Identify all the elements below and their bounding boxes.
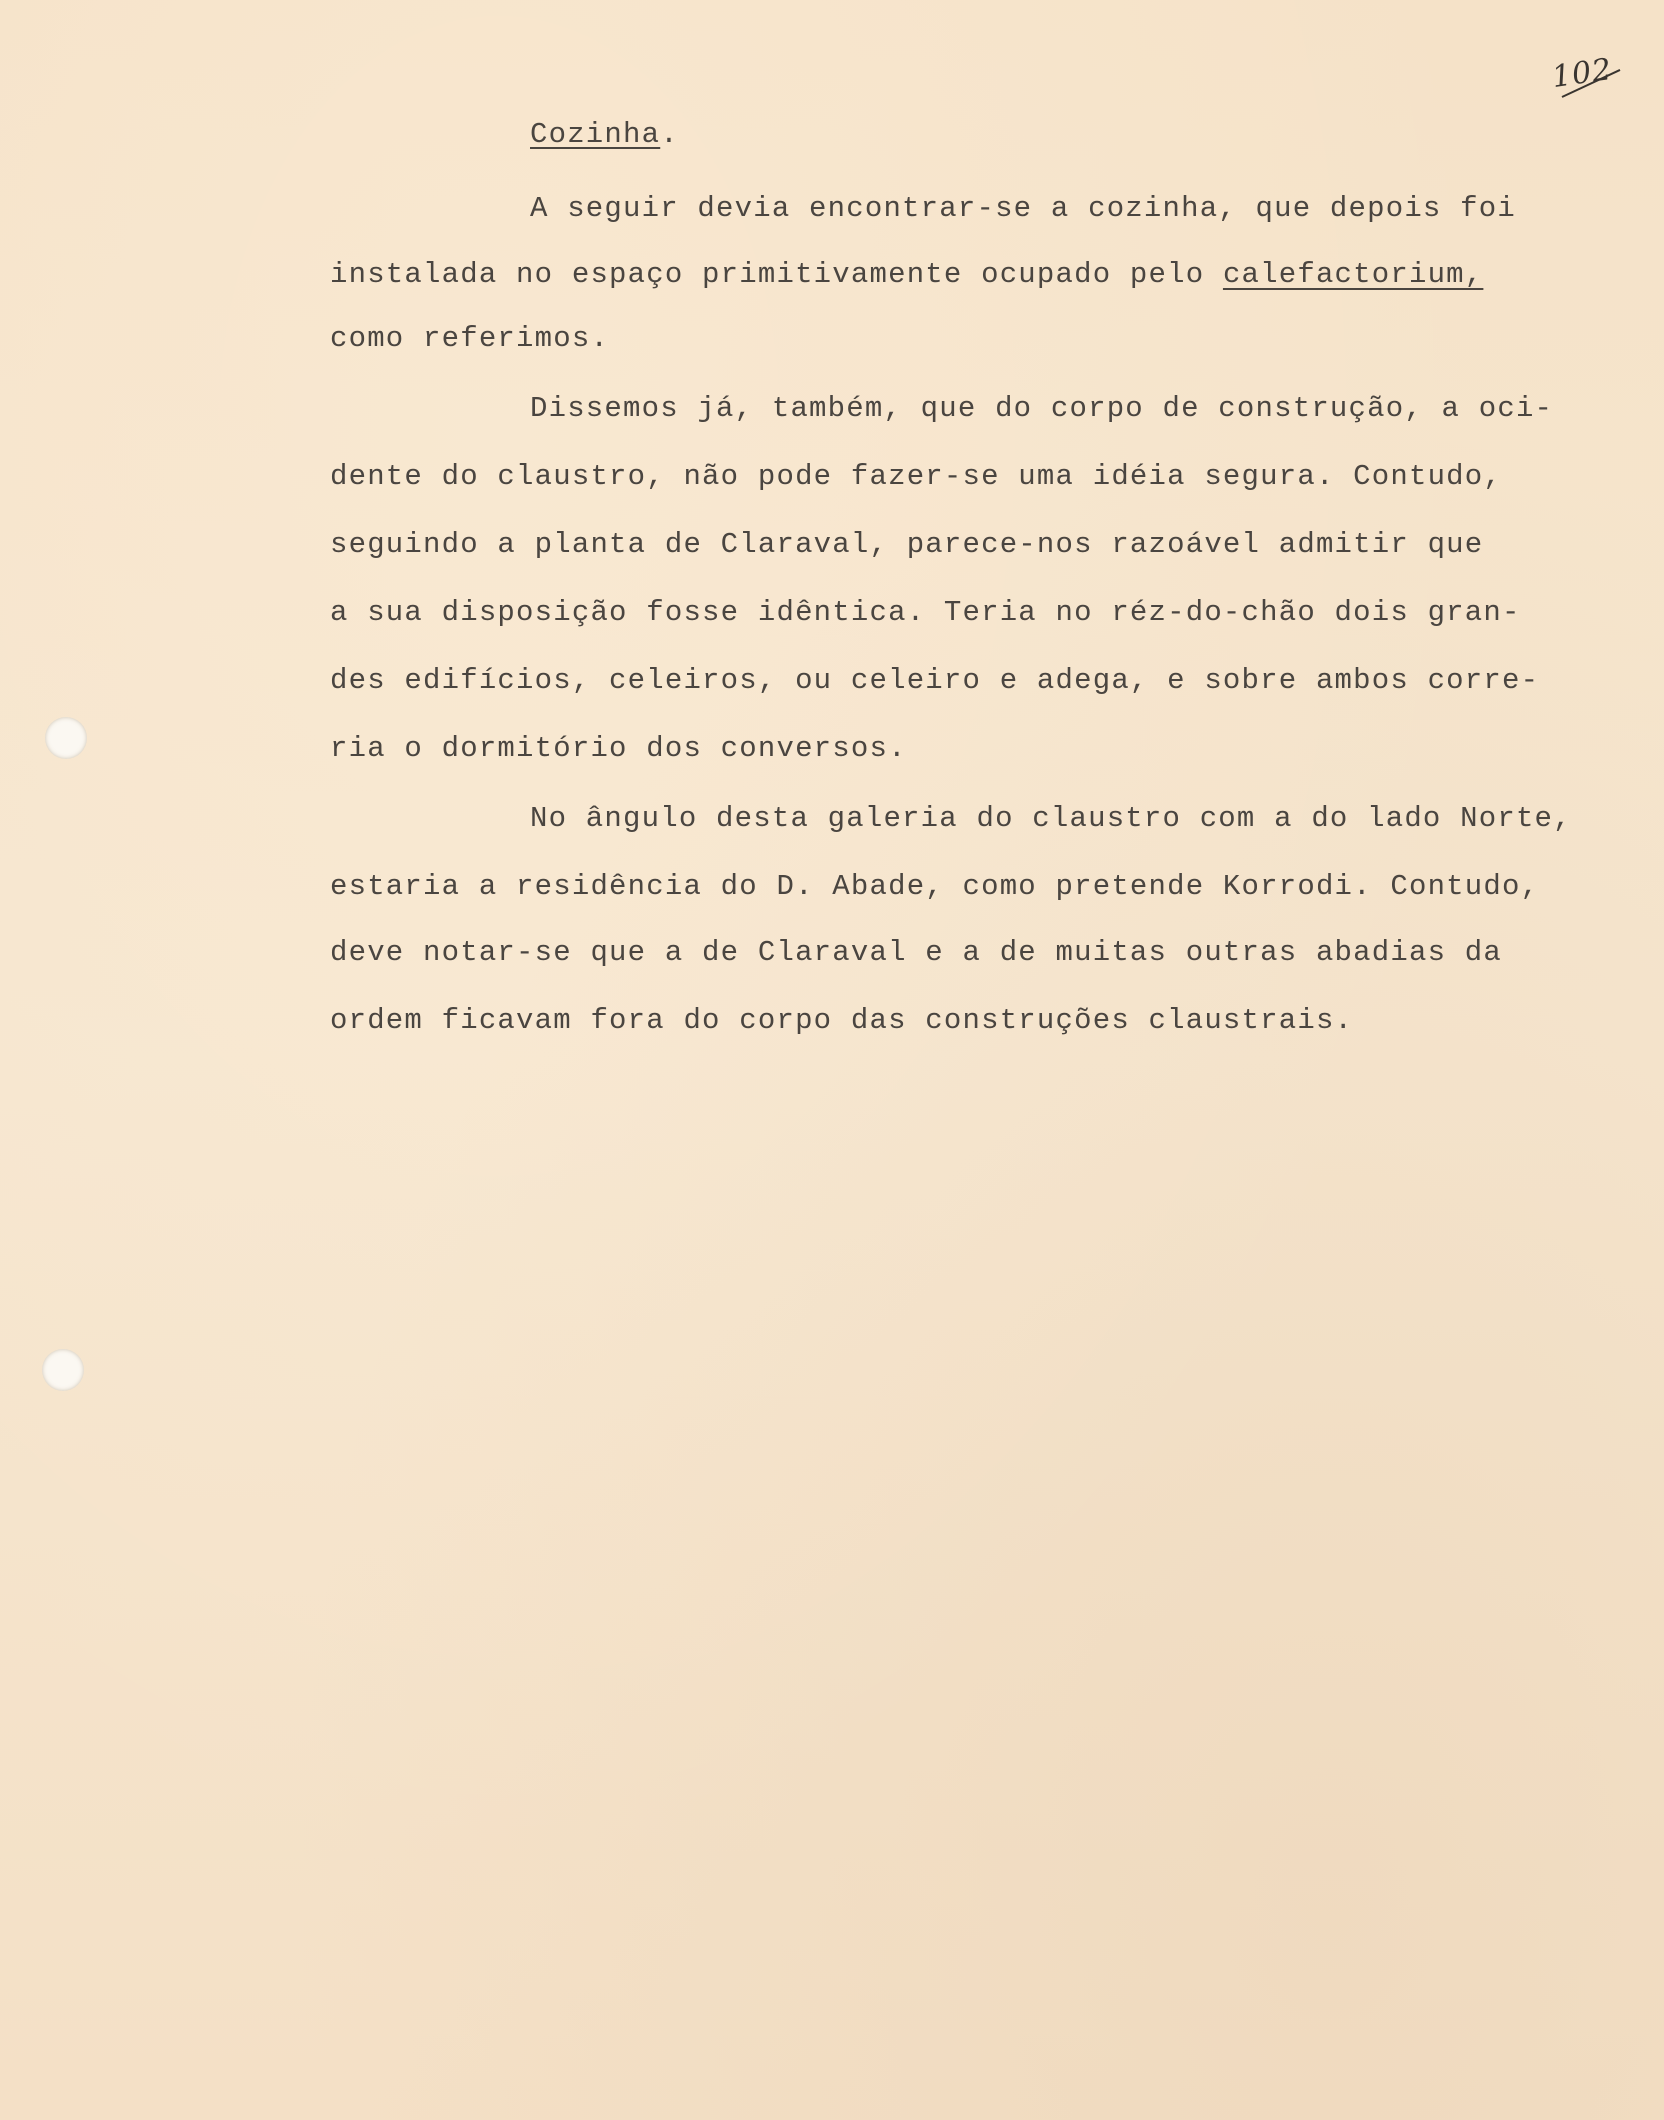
paragraph-3-line-4: ordem ficavam fora do corpo das construções claustrais. [330,1004,1354,1037]
section-heading [530,118,679,151]
heading-title: Cozinha [530,118,661,151]
paragraph-3-line-3: deve notar-se que a de Claraval e a de muitas outras abadias da [330,936,1502,969]
paragraph-2-line-5: des edifícios, celeiros, ou celeiro e adega, e sobre ambos corre- [330,664,1540,697]
punch-hole-top [45,717,87,759]
paragraph-1-line-2-text: instalada no espaço primitivamente ocupado pelo [330,258,1223,291]
paragraph-2-line-4: a sua disposição fosse idêntica. Teria no réz-do-chão dois gran- [330,596,1521,629]
paragraph-1-line-1: A seguir devia encontrar-se a cozinha, que depois foi [530,192,1516,225]
heading-period: . [660,118,679,151]
paragraph-2-line-3: seguindo a planta de Claraval, parece-nos razoável admitir que [330,528,1484,561]
calefactorium-term: calefactorium, [1222,258,1484,291]
paragraph-2-line-2: dente do claustro, não pode fazer-se uma idéia segura. Contudo, [330,460,1502,493]
punch-hole-bottom [42,1349,84,1391]
paragraph-3-line-2: estaria a residência do D. Abade, como pretende Korrodi. Contudo, [330,870,1540,903]
paragraph-2-line-1: Dissemos já, também, que do corpo de construção, a oci- [530,392,1554,425]
paragraph-3-line-1: No ângulo desta galeria do claustro com a do lado Norte, [530,802,1572,835]
paragraph-1-line-2 [330,258,1483,291]
paragraph-2-line-6: ria o dormitório dos conversos. [330,732,907,765]
page-number: 102 [1549,51,1615,96]
paragraph-1-line-3: como referimos. [330,322,610,355]
